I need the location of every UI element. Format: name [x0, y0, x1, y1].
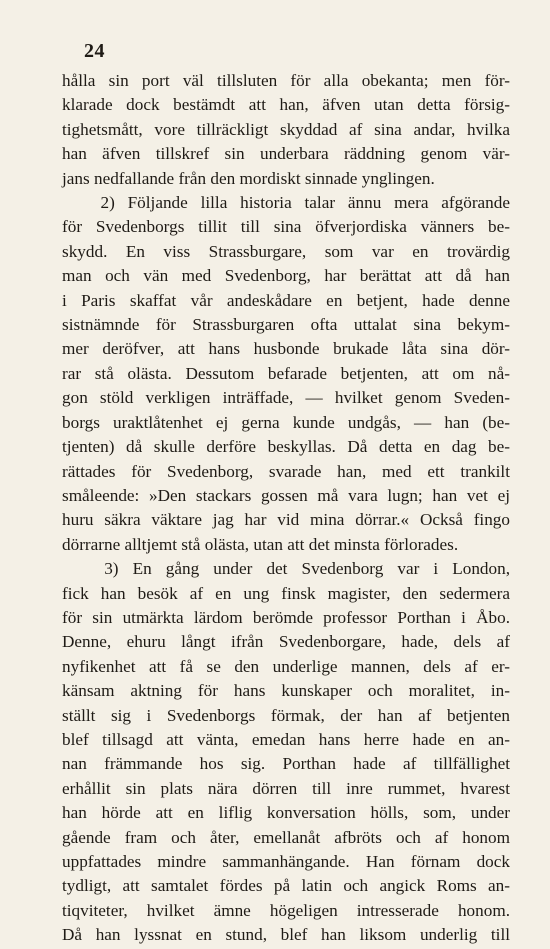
text-line: dörrarne alltjemt stå olästa, utan att det minsta förlorades. [62, 534, 459, 554]
text-line: hålla sin port väl tillsluten för alla obekanta; men för- [62, 71, 510, 90]
text-line: jans nedfallande från den mordiskt sinnade ynglingen. [62, 168, 435, 188]
text-line: gon stöld verkligen inträffade, — hvilket genom Sveden- [62, 388, 510, 408]
text-line: erhållit sin plats nära dörren till inre rummet, hvarest [62, 778, 510, 798]
text-line: nyfikenhet att få se den underlige mannen, dels af er- [62, 656, 510, 676]
text-line: han hörde att en liflig konversation hölls, som, under [62, 803, 510, 823]
text-line: småleende: »Den stackars gossen må vara lugn; han vet ej [62, 485, 510, 505]
text-line: tighetsmått, vore tillräckligt skyddad af sina andar, hvilka [62, 119, 510, 139]
text-line: Denne, ehuru långt ifrån Svedenborgare, hade, dels af [62, 632, 510, 652]
text-line: känsam aktning för hans kunskaper och moralitet, in- [62, 681, 510, 701]
text-line: klarade dock bestämdt att han, äfven utan detta försig- [62, 95, 510, 115]
text-line: fick han besök af en ung finsk magister, den sedermera [62, 583, 510, 603]
text-line: mer deröfver, att hans husbonde brukade låta sina dör- [62, 339, 510, 359]
text-line: tydligt, att samtalet fördes på latin och angick Roms an- [62, 876, 510, 896]
text-line: i Paris skaffat vår andeskådare en betjent, hade denne [62, 290, 510, 310]
text-line: uppfattades mindre sammanhängande. Han förnam dock [62, 852, 510, 871]
text-line: ställt sig i Svedenborgs förmak, der han af betjenten [62, 705, 510, 725]
text-line: sistnämnde för Strassburgaren ofta uttalat sina bekym- [62, 315, 510, 335]
text-line: skydd. En viss Strassburgare, som var en trovärdig [62, 241, 510, 261]
text-line: för sin utmärkta lärdom berömde professor Porthan i Åbo. [62, 607, 510, 627]
text-line: han äfven tillskref sin underbara räddning genom vär- [62, 144, 510, 164]
text-line: gående fram och åter, emellanåt afbröts och af honom [62, 827, 510, 847]
text-line: rättades för Svedenborg, svarade han, med ett trankilt [62, 461, 510, 481]
text-line: tjenten) då skulle derföre beskyllas. Då detta en dag be- [62, 437, 510, 457]
text-line: huru säkra väktare jag har vid mina dörrar.« Också fingo [62, 510, 510, 530]
text-line: blef tillsagd att vänta, emedan hans herre hade en an- [62, 729, 510, 749]
page-number: 24 [84, 40, 105, 62]
text-line: borgs uraktlåtenhet ej gerna kunde undgås, — han (be- [62, 412, 510, 432]
text-line: nan främmande hos sig. Porthan hade af tillfällighet [62, 754, 510, 774]
text-line: för Svedenborgs tillit till sina öfverjordiska vänners be- [62, 217, 510, 237]
text-line: Då han lyssnat en stund, blef han liksom underlig till [62, 925, 510, 945]
text-line: rar stå olästa. Dessutom befarade betjenten, att om nå- [62, 363, 510, 383]
body-text [62, 69, 510, 948]
text-line: man och vän med Svedenborg, har berättat att då han [62, 266, 510, 286]
text-line: 3) En gång under det Svedenborg var i London, [62, 559, 510, 579]
text-line: 2) Följande lilla historia talar ännu mera afgörande [62, 193, 510, 213]
text-line: tiqviteter, hvilket ämne högeligen intresserade honom. [62, 900, 510, 920]
